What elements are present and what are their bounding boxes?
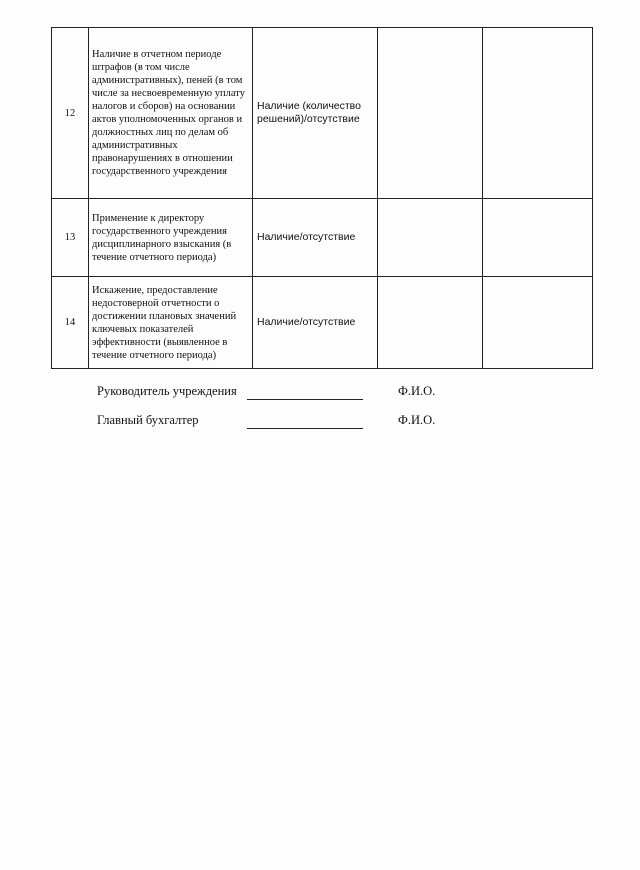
criteria-table <box>51 27 593 369</box>
table-row <box>52 199 593 277</box>
unit-text: Наличие/отсутствие <box>253 277 378 369</box>
row-number: 14 <box>52 277 89 369</box>
value-cell <box>378 199 483 277</box>
criterion-text: Применение к директору государственного учреждения дисциплинарного взыскания (в течение отчетного периода) <box>89 199 253 277</box>
table-row <box>52 28 593 199</box>
signature-name-director: Ф.И.О. <box>398 384 436 398</box>
unit-text: Наличие/отсутствие <box>253 199 378 277</box>
points-cell <box>483 199 593 277</box>
points-cell <box>483 28 593 199</box>
signature-line-accountant <box>247 428 363 429</box>
table-row <box>52 277 593 369</box>
value-cell <box>378 277 483 369</box>
signature-line-director <box>247 399 363 400</box>
signature-role-director: Руководитель учреждения <box>97 384 237 398</box>
points-cell <box>483 277 593 369</box>
criterion-text: Наличие в отчетном периоде штрафов (в том числе административных), пеней (в том числе за несвоевременную уплату налогов и сборов) на основании актов уполномоченных органов и должностных лиц по делам об административных правонарушениях в отношении государственного учреждения <box>89 28 253 199</box>
row-number: 12 <box>52 28 89 199</box>
signature-role-accountant: Главный бухгалтер <box>97 413 199 427</box>
row-number: 13 <box>52 199 89 277</box>
criterion-text: Искажение, предоставление недостоверной отчетности о достижении плановых значений ключевых показателей эффективности (выявленное в течение отчетного периода) <box>89 277 253 369</box>
signature-name-accountant: Ф.И.О. <box>398 413 436 427</box>
unit-text: Наличие (количество решений)/отсутствие <box>253 28 378 199</box>
value-cell <box>378 28 483 199</box>
